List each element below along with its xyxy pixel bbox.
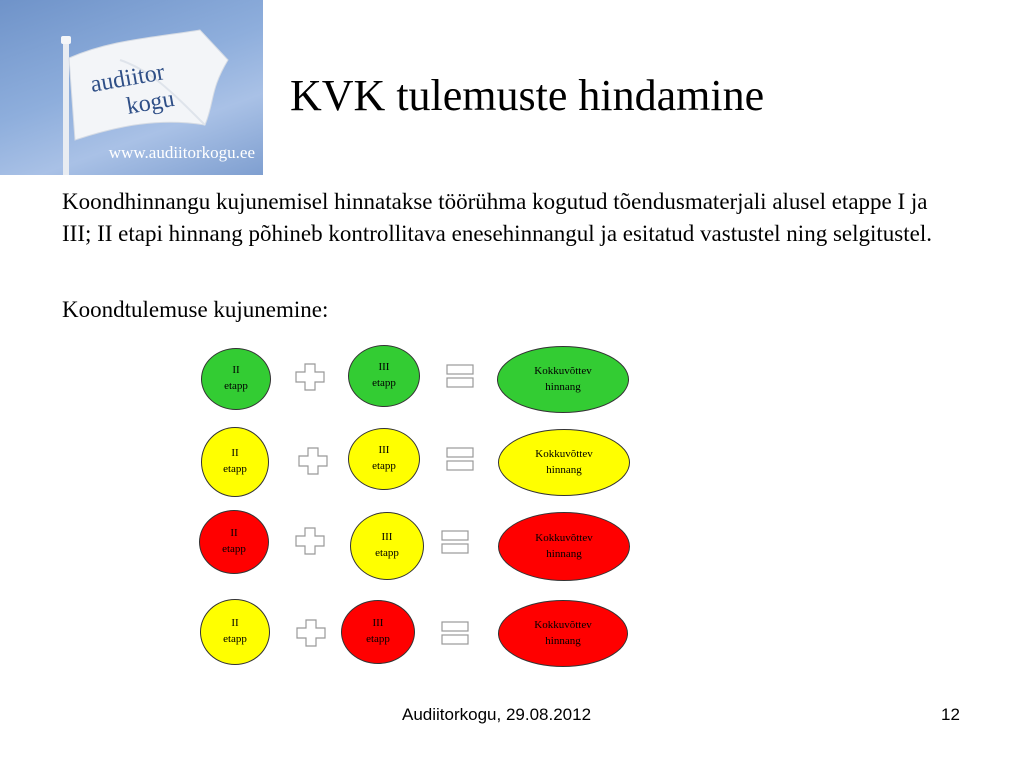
svg-text:audiitor: audiitor bbox=[88, 59, 167, 98]
plus-icon bbox=[298, 447, 328, 475]
logo-url: www.audiitorkogu.ee bbox=[108, 143, 255, 162]
equals-icon bbox=[441, 621, 469, 645]
stage3-ellipse: III etapp bbox=[341, 600, 415, 664]
body-paragraph: Koondhinnangu kujunemisel hinnatakse töörühma kogutud tõendusmaterjali alusel etappe I ja III; II etapi hinnang põhineb kontrollitava enesehinnangul ja esitatud vastustel ning selgitustel. bbox=[62, 189, 932, 246]
stage2-ellipse: II etapp bbox=[200, 599, 270, 665]
plus-icon bbox=[295, 527, 325, 555]
slide-title: KVK tulemuste hindamine bbox=[290, 71, 765, 120]
result-ellipse: Kokkuvõttev hinnang bbox=[498, 600, 628, 667]
equals-icon bbox=[441, 530, 469, 554]
stage3-ellipse: III etapp bbox=[350, 512, 424, 580]
equals-icon bbox=[446, 447, 474, 471]
stage2-ellipse: II etapp bbox=[201, 427, 269, 497]
equals-icon bbox=[446, 364, 474, 388]
subheading: Koondtulemuse kujunemine: bbox=[62, 297, 329, 322]
result-ellipse: Kokkuvõttev hinnang bbox=[497, 346, 629, 413]
plus-icon bbox=[296, 619, 326, 647]
stage2-ellipse: II etapp bbox=[201, 348, 271, 410]
stage2-ellipse: II etapp bbox=[199, 510, 269, 574]
result-ellipse: Kokkuvõttev hinnang bbox=[498, 512, 630, 581]
footer-text: Audiitorkogu, 29.08.2012 bbox=[402, 705, 592, 724]
page-number: 12 bbox=[941, 705, 960, 724]
svg-text:kogu: kogu bbox=[124, 85, 177, 120]
stage3-ellipse: III etapp bbox=[348, 428, 420, 490]
stage3-ellipse: III etapp bbox=[348, 345, 420, 407]
logo bbox=[0, 0, 263, 175]
plus-icon bbox=[295, 363, 325, 391]
result-ellipse: Kokkuvõttev hinnang bbox=[498, 429, 630, 496]
